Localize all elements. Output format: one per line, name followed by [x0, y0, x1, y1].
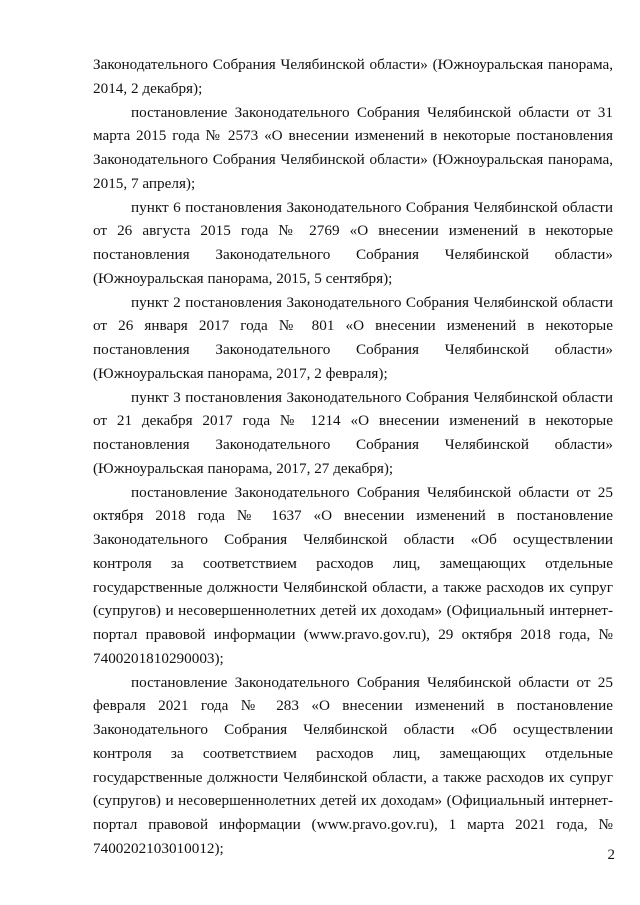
paragraph-resolution-1637: постановление Законодательного Собрания Челябинской области от 25 октября 2018 года № 1637 «О внесении изменений в постановление Законодательного Собрания Челябинской области «Об осуществлении контроля за соответствием расходов лиц, замещающих отдельные государственные должности Челябинской области, а также расходов их супруг (супругов) и несовершеннолетних детей их доходам» (Официальный интернет-портал правовой информации (www.pravo.gov.ru), 29 октября 2018 года, № 7400201810290003);	[93, 483, 613, 667]
paragraph-resolution-1214: пункт 3 постановления Законодательного Собрания Челябинской области от 21 декабря 2017 года № 1214 «О внесении изменений в некоторые постановления Законодательного Собрания Челябинской области» (Южноуральская панорама, 2017, 27 декабря);	[93, 388, 613, 477]
page-number: 2	[607, 847, 615, 863]
paragraph-continuation: Законодательного Собрания Челябинской области» (Южноуральская панорама, 2014, 2 декабря);	[93, 56, 613, 97]
document-body	[93, 53, 613, 861]
paragraph-resolution-2573: постановление Законодательного Собрания Челябинской области от 31 марта 2015 года № 2573 «О внесении изменений в некоторые постановления Законодательного Собрания Челябинской области» (Южноуральская панорама, 2015, 7 апреля);	[93, 103, 613, 192]
paragraph-resolution-2769: пункт 6 постановления Законодательного Собрания Челябинской области от 26 августа 2015 года № 2769 «О внесении изменений в некоторые постановления Законодательного Собрания Челябинской области» (Южноуральская панорама, 2015, 5 сентября);	[93, 198, 613, 287]
paragraph-resolution-801: пункт 2 постановления Законодательного Собрания Челябинской области от 26 января 2017 года № 801 «О внесении изменений в некоторые постановления Законодательного Собрания Челябинской области» (Южноуральская панорама, 2017, 2 февраля);	[93, 293, 613, 382]
paragraph-resolution-283: постановление Законодательного Собрания Челябинской области от 25 февраля 2021 года № 283 «О внесении изменений в постановление Законодательного Собрания Челябинской области «Об осуществлении контроля за соответствием расходов лиц, замещающих отдельные государственные должности Челябинской области, а также расходов их супруг (супругов) и несовершеннолетних детей их доходам» (Официальный интернет-портал правовой информации (www.pravo.gov.ru), 1 марта 2021 года, № 7400202103010012);	[93, 673, 613, 857]
